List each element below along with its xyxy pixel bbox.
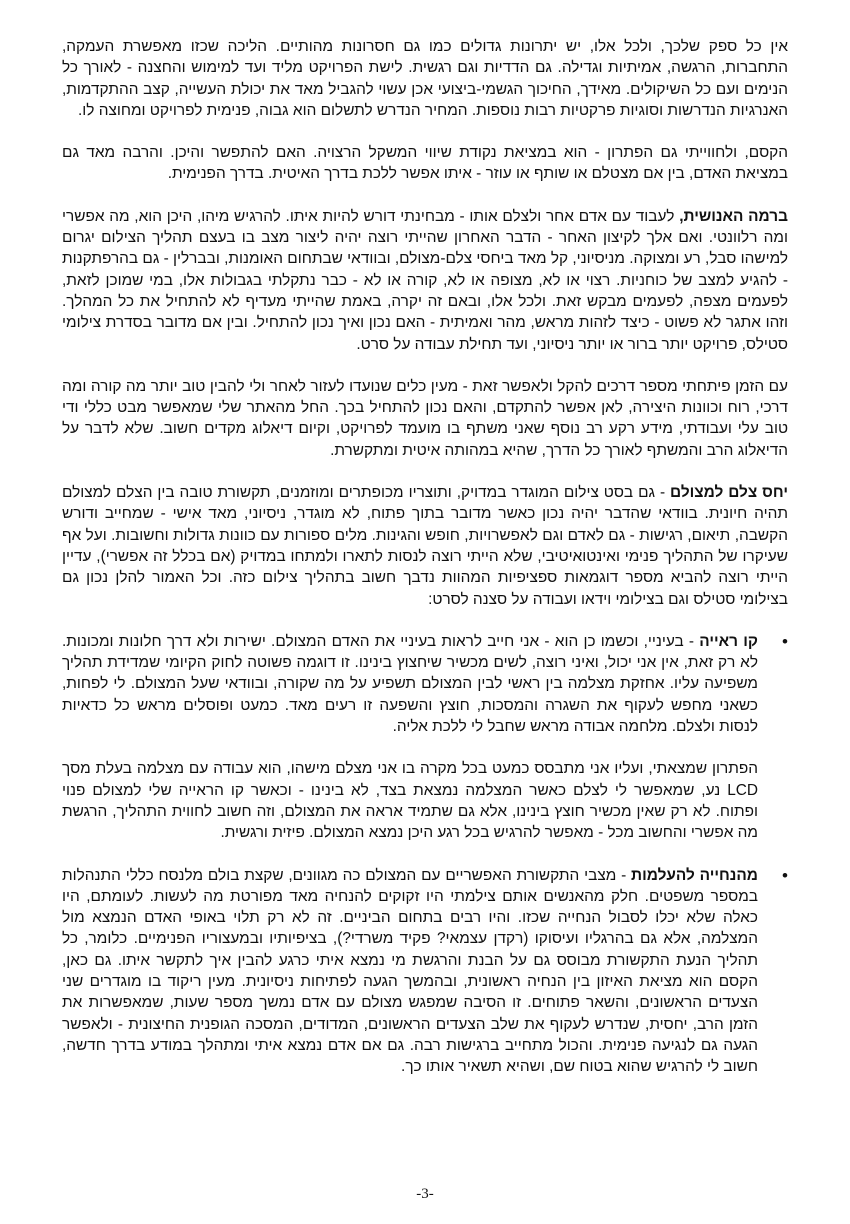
- bullet-line-of-sight-text: - בעיניי, וכשמו כן הוא - אני חייב לראות בעיניי את האדם המצולם. ישירות ולא דרך חלונות ומכונות. לא רק זאת, אין אני יכול, ואיני רוצה, לשים מכשיר שיחצוץ בינינו. זו דוגמה פשוטה לחוק הקיומי שמדידת תהליך משפיעה עליו. אחזקת מצלמה בין ראשי לבין המצולם תשפיע על מה שקורה, ובוודאי שעל המצולם. לי לפחות, כשאני מחפש לעקוף את השגרה והמסכות, חוצץ והשפעה זו רעים מאד. כמעט ופוסלים מראש כל כדאיות לנסות ולצלם. מלחמה אבודה מראש שחבל לי ללכת אליה.: [62, 632, 758, 736]
- page-number: -3-: [416, 1186, 434, 1202]
- paragraph-photographer-relation-heading: יחס צלם למצולם: [670, 484, 788, 502]
- paragraph-intro-text: אין כל ספק שלכך, ולכל אלו, יש יתרונות גדולים כמו גם חסרונות מהותיים. הליכה שכזו מאפשרת העמקה, התחברות, הרגשה, אמיתיות וגדילה. גם הדדיות וגם רגשית. לישת הפרויקט מליד ועד למימוש והחצנה - לאורך כל הנימים ועם כל השיקולים. מאידך, החיכוך הגשמי-ביצועי אכן עשוי להגביל מאד את יכולת העשייה, קצב ההתקדמות, האנרגיות הנדרשות וסוגיות פרקטיות רבות נוספות. המחיר הנדרש לתשלום הוא גבוה, פנימית לפרויקט ומחוצה לו.: [62, 38, 788, 119]
- bullet-guidance-text: - מצבי התקשורת האפשריים עם המצולם כה מגוונים, שקצת בולם מלנסח כללי התנהלות במספר משפטים. חלק מהאנשים אותם צילמתי היו זקוקים להנחיה מאד מפורטת מה לעשות. לעומתם, היו כאלה שלא יכלו לסבול הנחייה שכזו. והיו רבים בתחום הביניים. זה לא רק תלוי באופי האדם הנמצא מול המצלמה, אלא גם בהרגליו ועיסוקו (רקדן עצמאי? פקיד משרדי?), בציפיותיו ובמעצוריו הפנימיים. כלומר, כל תהליך הנעת התקשורת מבוסס גם על הבנת והרגשת מי נמצא איתי כרגע להבין איך לתקשר איתו. גם כאן, הקסם הוא מציאת האיזון בין הנחיה ראשונית, ובהמשך הגעה לפתיחות ניסיונית. מעין ריקוד בו מוגדרים שני הצעדים הראשונים, והשאר פתוחים. זו הסיבה שמפגש מצולם עם אדם נמשך מספר שעות, שמאפשרות את הזמן הרב, יחסית, שנדרש לעקוף את שלב הצעדים הראשונים, המדודים, המסכה הגופנית החיצונית - ולאפשר הגעה גם לנגיעה פנימית. והכול מתחייב ברגישות רבה. גם אם אדם נמצא איתי ומתהלך במודע בדרך חדשה, חשוב לי להרגיש שהוא בטוח שם, ושהיא תשאיר אותו כך.: [62, 866, 758, 1076]
- bullet-guidance-to-disappearance: [62, 865, 788, 1078]
- page-body: [62, 36, 788, 1098]
- paragraph-intro: [62, 36, 788, 121]
- paragraph-balance-text: הקסם, ולחווייתי גם הפתרון - הוא במציאת נקודת שיווי המשקל הרצויה. האם להתפשר והיכן. והרבה מאד גם במציאת האדם, בין אם מצטלם או שותף או עוזר - איתו אפשר ללכת בדרך האיטית. בדרך הפנימית.: [62, 144, 788, 183]
- paragraph-tools: [62, 376, 788, 461]
- bullet-line-of-sight-solution: [62, 758, 788, 843]
- paragraph-human-level-text: לעבוד עם אדם אחר ולצלם אותו - מבחינתי דורש להיות איתו. להרגיש מיהו, היכן הוא, מה אפשרי ומה רלוונטי. ואם אלך לקיצון האחר - הדבר האחרון שהייתי רוצה יהיה ליצור מצב בו בעצם תהליך הצילום יגרום למישהו סבל, רע ומצוקה. מניסיוני, קל מאד ביחסי צלם-מצולם, ובוודאי שבתחום האומנות, ובברלין - גם בהרפתקנות - להגיע למצב של כוחניות. רצוי או לא, מצופה או לא, קורה או לא - כבר נתקלתי בגבולות אלו, במי שמוכן לזאת, לפעמים מצפה, לפעמים מבקש זאת. ולכל אלו, ובאם זה יקרה, באמת שהייתי מעדיף לא להתחיל את כל המהלך. וזהו אתגר לא פשוט - כיצד לזהות מראש, מהר ואמיתית - האם נכון ואיך נכון להתחיל. ובין אם מדובר בסדרת צילומי סטילס, פרויקט יותר ברור או יותר ניסיוני, ועד תחילת עבודה על סרט.: [62, 207, 788, 353]
- bullet-line-of-sight-solution-text: הפתרון שמצאתי, ועליו אני מתבסס כמעט בכל מקרה בו אני מצלם מישהו, הוא עבודה עם מצלמה בעלת מסך LCD נע, שמאפשר לי לצלם כאשר המצלמה נמצאת בצד, לא בינינו - וכאשר קו הראייה שלי למצולם פנוי ופתוח. לא רק שאין מכשיר חוצץ בינינו, אלא גם שתמיד אראה את המצולם, וזה חשוב לחווית התהליך, הרגשת מה אפשרי והחשוב מכל - מאפשר להרגיש בכל רגע היכן נמצא המצולם. פיזית ורגשית.: [62, 760, 758, 842]
- paragraph-human-level: [62, 206, 788, 355]
- paragraph-tools-text: עם הזמן פיתחתי מספר דרכים להקל ולאפשר זאת - מעין כלים שנועדו לעזור לאחר ולי להבין טוב יותר מה קורה ומה דרכי, רוח וכוונות היצירה, לאן אפשר להתקדם, והאם נכון להתחיל בכך. החל מהאתר שלי שמאפשר מבט כללי ודי טוב עלי ועבודתי, מידע רקע רב נוסף שאני משתף בו מועמד לפרויקט, וקיום דיאלוג מקדים חשוב. שלא לדבר על הדיאלוג הרב והמשתף לאורך כל הדרך, שהיא במהותה איטית ומתקשרת.: [62, 377, 788, 459]
- bullet-line-of-sight: [62, 631, 788, 737]
- paragraph-human-level-heading: ברמה האנושית,: [679, 207, 788, 225]
- bullet-line-of-sight-heading: קו ראייה: [699, 632, 758, 650]
- paragraph-balance: [62, 142, 788, 185]
- paragraph-photographer-relation-text: - גם בסט צילום המוגדר במדויק, ותוצריו מכופתרים ומוזמנים, תקשורת טובה בין הצלם למצולם תהיה חיונית. בוודאי שהדבר יהיה נכון כאשר מדובר בתוך פתוח, לא מוגדר, ניסיוני, מאד אישי - שמחייב ודורש הקשבה, תיאום, רגישות - גם לאדם וגם לאפשרויות, חופש והגינות. מלים ספורות עם כוונות גדולות וחשובות. ועל אף שעיקרו של התהליך פנימי ואינטואיטיבי, שלא הייתי רוצה לנסות לתארו ולמתחו במדויק (אם בכלל זה אפשרי), עדיין הייתי רוצה להביא מספר דוגמאות ספציפיות המהוות נדבך חשוב בתהליך צילום כזה. וכל האמור להלן נכון גם בצילומי סטילס וגם בצילומי וידאו ועבודה על סצנה לסרט:: [62, 484, 788, 608]
- paragraph-photographer-relation: [62, 482, 788, 610]
- bullet-guidance-heading: מהנחייה להעלמות: [631, 866, 758, 884]
- bullet-list: [62, 631, 788, 1078]
